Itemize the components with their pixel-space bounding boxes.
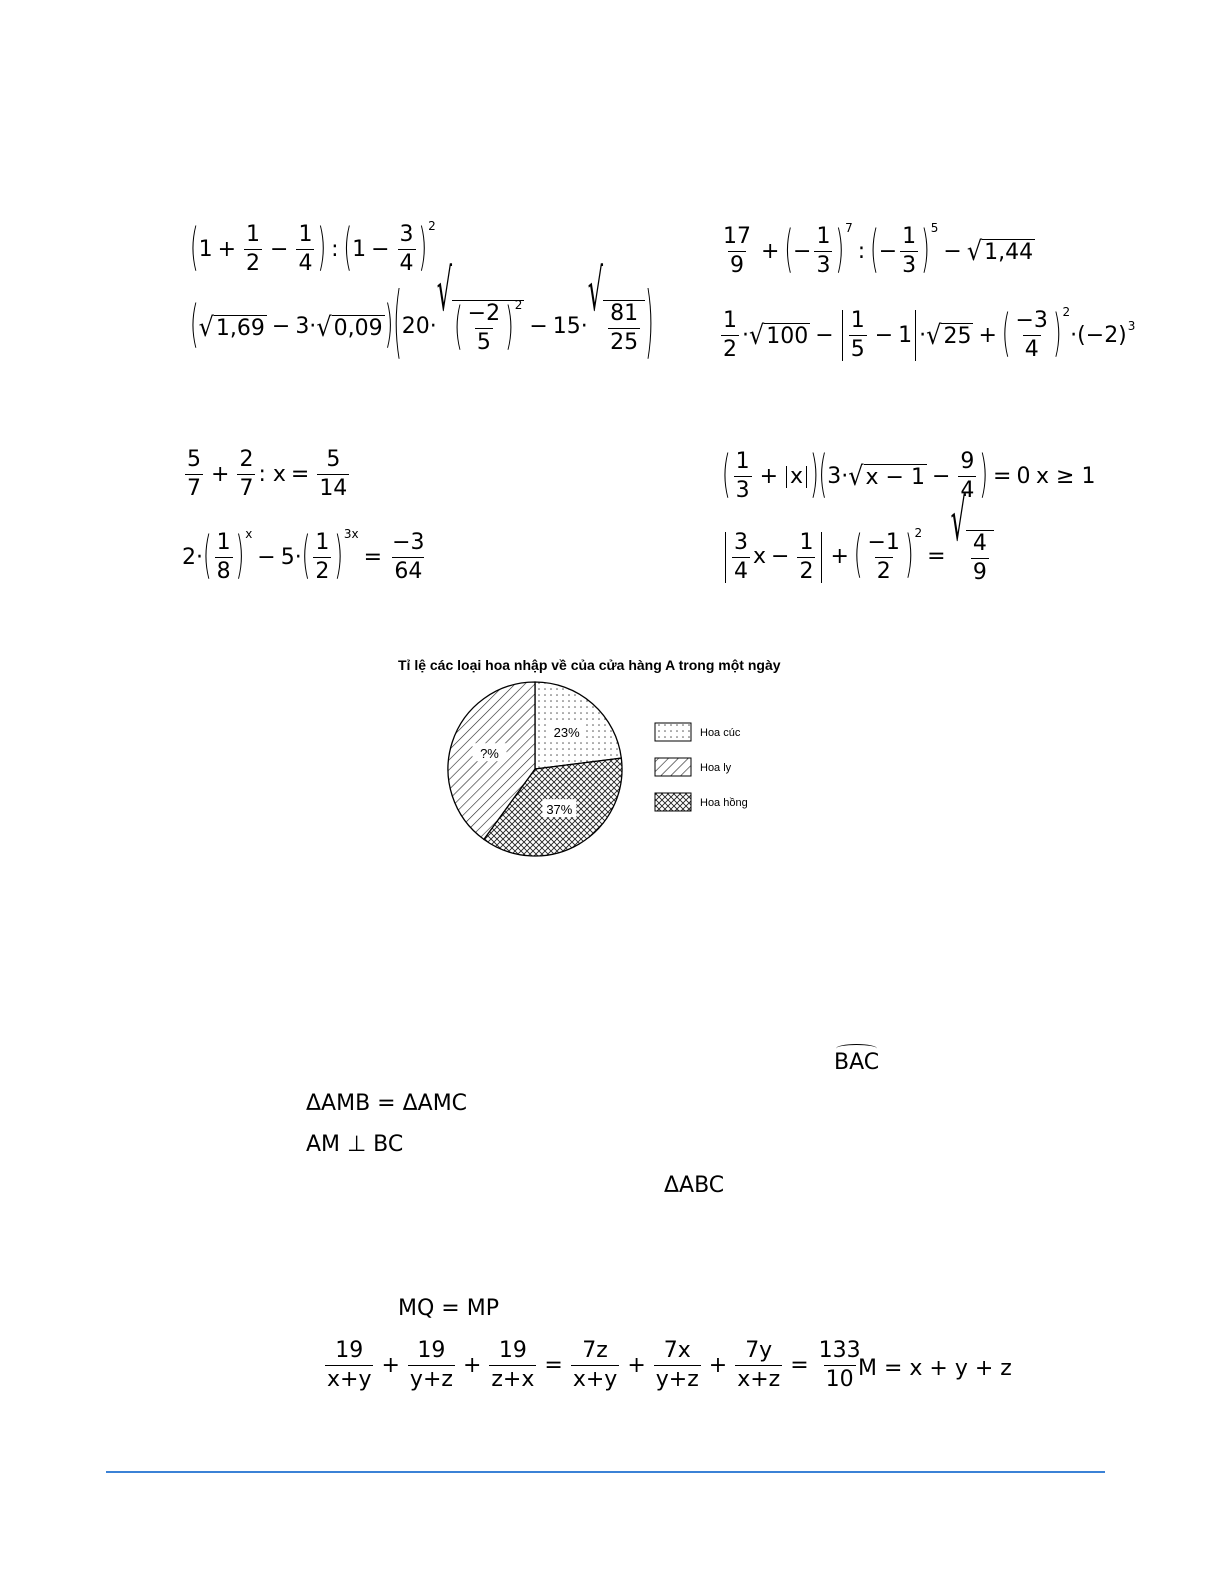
pie-label: 37% <box>546 802 573 818</box>
triangle-abc: ΔABC <box>664 1173 725 1198</box>
expr-4: $\frac{1}{2}$ · √ 100 − $\frac{1}{5}$ − 1 · √ 25 + ( $\frac{-3}{4}$ ) 2 · (−2) 3 <box>723 304 1136 364</box>
expr-8: $\frac{3}{4}$ x − $\frac{1}{2}$ + ( $\frac{-1}{2}$ ) 2 = √ $\frac{4}{9}$ <box>722 530 994 584</box>
expr-7: 2· ( $\frac{1}{8}$ ) x − 5· ( $\frac{1}{2}$ ) 3x = $\frac{-3}{64}$ <box>182 526 425 586</box>
expr-5: $\frac{5}{7}$ + $\frac{2}{7}$ : x = $\frac{5}{14}$ <box>187 447 348 501</box>
congruence: ΔAMB = ΔAMC <box>306 1091 468 1116</box>
legend-label: Hoa ly <box>700 762 732 774</box>
legend-swatch <box>655 758 691 776</box>
angle-bac: BAC <box>834 1050 880 1075</box>
legend-label: Hoa hồng <box>700 797 748 809</box>
pie-chart <box>380 680 840 870</box>
legend-swatch <box>655 723 691 741</box>
expr-6: ( $\frac{1}{3}$ + x ) ( 3· √ x − 1 − $\frac{9}{4}$ ) = 0 <box>722 446 1031 505</box>
m-definition: M = x + y + z <box>858 1356 1012 1381</box>
footer-divider <box>106 1471 1105 1473</box>
condition: x ≥ 1 <box>1036 464 1096 489</box>
legend-swatch <box>655 793 691 811</box>
perpendicular: AM ⊥ BC <box>306 1132 404 1157</box>
final-equation: $\frac{19}{x+y}$ + $\frac{19}{y+z}$ + $\frac{19}{z+x}$ = $\frac{7z}{x+y}$ + $\frac{7x}{y+z}$ + $\frac{7y}{x+z}$ = $\frac{133}{10}$ <box>327 1338 861 1392</box>
expr-2: $\frac{17}{9}$ + ( − $\frac{1}{3}$ ) 7 : ( − $\frac{1}{3}$ ) 5 − √ 1,44 <box>723 220 1034 280</box>
legend-label: Hoa cúc <box>700 727 741 739</box>
chart-title: Tỉ lệ các loại hoa nhập về của cửa hàng A trong một ngày <box>398 657 781 673</box>
pie-label: ?% <box>480 746 499 762</box>
expr-3: ( √ 1,69 − 3· √ 0,09 ) ( 20 · √ ( $\frac{-2}{5}$ ) 2 − 15 · √ $\frac{81}{25}$ ) <box>190 257 654 371</box>
expr-1: ( 1 + $\frac{1}{2}$ − $\frac{1}{4}$ ) : ( 1 − $\frac{3}{4}$ ) 2 <box>190 218 436 278</box>
mq-mp: MQ = MP <box>398 1296 499 1321</box>
pie-label: 23% <box>553 725 580 741</box>
